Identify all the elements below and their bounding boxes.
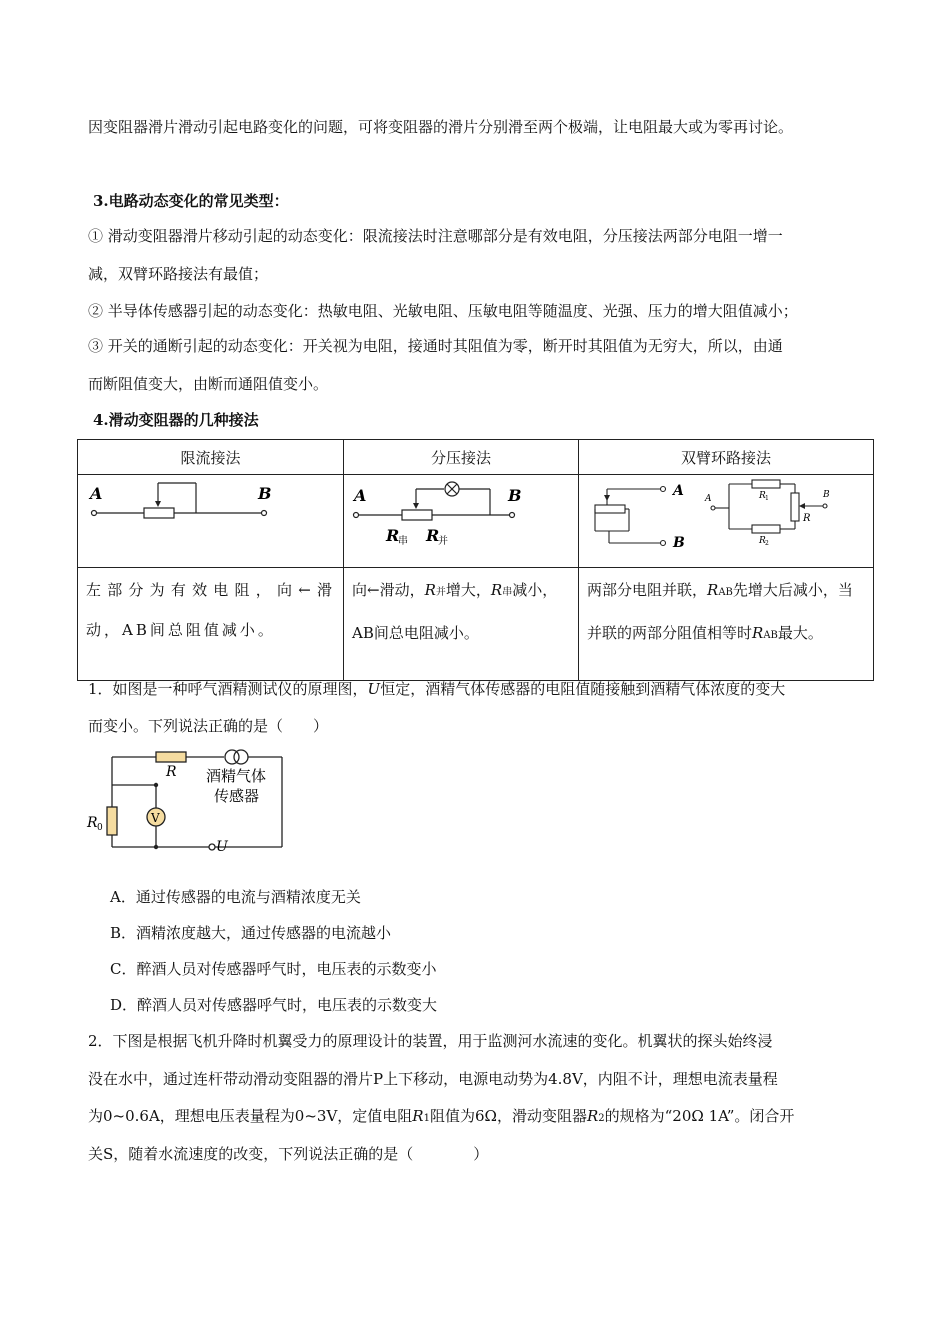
table-header-row bbox=[78, 440, 874, 475]
fig-sensor-label-2: 传感器 bbox=[214, 787, 260, 805]
connection-methods-table bbox=[77, 439, 874, 681]
fig-sensor-label-1: 酒精气体 bbox=[206, 767, 267, 785]
desc-current-limiting: 左部分为有效电阻，向←滑动，AB间总阻值减小。 bbox=[78, 568, 344, 681]
label-r1-sub: 1 bbox=[765, 495, 769, 502]
label-r-parallel-sub: 并 bbox=[438, 536, 448, 547]
label-r2-sub: 2 bbox=[765, 540, 769, 547]
label-a-small: A bbox=[705, 494, 712, 504]
section3-title: 3.电路动态变化的常见类型： bbox=[93, 192, 289, 210]
fig-voltmeter-label: V bbox=[151, 811, 160, 825]
q1-option-d: D．醉酒人员对传感器呼气时，电压表的示数变大 bbox=[110, 996, 438, 1014]
diagram-current-limiting-cell bbox=[78, 475, 344, 568]
label-b: B bbox=[508, 486, 522, 505]
q1-option-b: B．酒精浓度越大，通过传感器的电流越小 bbox=[110, 924, 392, 942]
fig-label-u: U bbox=[216, 839, 228, 855]
breathalyzer-circuit-figure bbox=[82, 745, 292, 860]
label-a: A bbox=[354, 486, 367, 505]
section3-item3-line1: ③ 开关的通断引起的动态变化：开关视为电阻，接通时其阻值为零，断开时其阻值为无穷大，所以，由通 bbox=[88, 337, 783, 355]
q2-stem-line1: 2．下图是根据飞机升降时机翼受力的原理设计的装置，用于监测河水流速的变化。机翼状的探头始终浸 bbox=[88, 1032, 773, 1050]
label-r-parallel: R bbox=[426, 526, 440, 545]
q1-stem-line1: 1．如图是一种呼气酒精测试仪的原理图，U恒定，酒精气体传感器的电阻值随接触到酒精气体浓度的变大 bbox=[88, 680, 786, 698]
section3-item3-line2: 而断阻值变大，由断而通阻值变小。 bbox=[88, 375, 329, 393]
label-b: B bbox=[673, 535, 685, 551]
header-double-arm-loop: 双臂环路接法 bbox=[579, 440, 874, 475]
fig-label-r0: R bbox=[87, 815, 98, 831]
diagram-double-arm-cell bbox=[579, 475, 874, 568]
section3-item2: ② 半导体传感器引起的动态变化：热敏电阻、光敏电阻、压敏电阻等随温度、光强、压力的增大阻值减小； bbox=[88, 302, 798, 320]
section4-title: 4.滑动变阻器的几种接法 bbox=[93, 411, 259, 429]
q1-stem-line2: 而变小。下列说法正确的是（ ） bbox=[88, 717, 329, 735]
fig-label-r0-sub: 0 bbox=[97, 823, 103, 833]
voltage-divider-circuit-diagram bbox=[344, 475, 577, 563]
double-arm-loop-circuit-diagram bbox=[579, 475, 872, 563]
diagram-voltage-divider-cell bbox=[344, 475, 579, 568]
label-r2: R bbox=[759, 536, 766, 546]
label-r-series-sub: 串 bbox=[398, 536, 408, 547]
label-b-small: B bbox=[823, 490, 830, 500]
q2-stem-line3: 为0~0.6A，理想电压表量程为0~3V，定值电阻R1阻值为6Ω，滑动变阻器R2的规格为“20Ω 1A”。闭合开 bbox=[88, 1107, 795, 1125]
label-r: R bbox=[803, 513, 811, 524]
desc-double-arm-loop: 两部分电阻并联，RAB先增大后减小，当并联的两部分阻值相等时RAB最大。 bbox=[579, 568, 874, 681]
q2-stem-line2: 没在水中，通过连杆带动滑动变阻器的滑片P上下移动，电源电动势为4.8V，内阻不计，理想电流表量程 bbox=[88, 1070, 778, 1088]
label-a: A bbox=[673, 483, 684, 499]
q1-option-a: A．通过传感器的电流与酒精浓度无关 bbox=[110, 888, 361, 906]
section3-item1-line2: 减，双臂环路接法有最值； bbox=[88, 265, 269, 283]
fig-label-r: R bbox=[166, 764, 177, 780]
desc-voltage-divider: 向←滑动，R并增大，R串减小，AB间总电阻减小。 bbox=[344, 568, 579, 681]
q2-stem-line4: 关S，随着水流速度的改变，下列说法正确的是（ ） bbox=[88, 1145, 489, 1163]
intro-line: 因变阻器滑片滑动引起电路变化的问题，可将变阻器的滑片分别滑至两个极端，让电阻最大或为零再讨论。 bbox=[88, 118, 794, 136]
header-current-limiting: 限流接法 bbox=[78, 440, 344, 475]
label-r-series: R bbox=[386, 526, 400, 545]
label-a: A bbox=[90, 484, 103, 503]
header-voltage-divider: 分压接法 bbox=[344, 440, 579, 475]
current-limiting-circuit-diagram bbox=[78, 475, 342, 563]
section3-item1-line1: ① 滑动变阻器滑片移动引起的动态变化：限流接法时注意哪部分是有效电阻，分压接法两部分电阻一增一 bbox=[88, 227, 783, 245]
label-r1: R bbox=[759, 491, 766, 501]
label-b: B bbox=[258, 484, 272, 503]
table-diagram-row bbox=[78, 475, 874, 568]
table-text-row bbox=[78, 568, 874, 681]
q1-option-c: C．醉酒人员对传感器呼气时，电压表的示数变小 bbox=[110, 960, 437, 978]
